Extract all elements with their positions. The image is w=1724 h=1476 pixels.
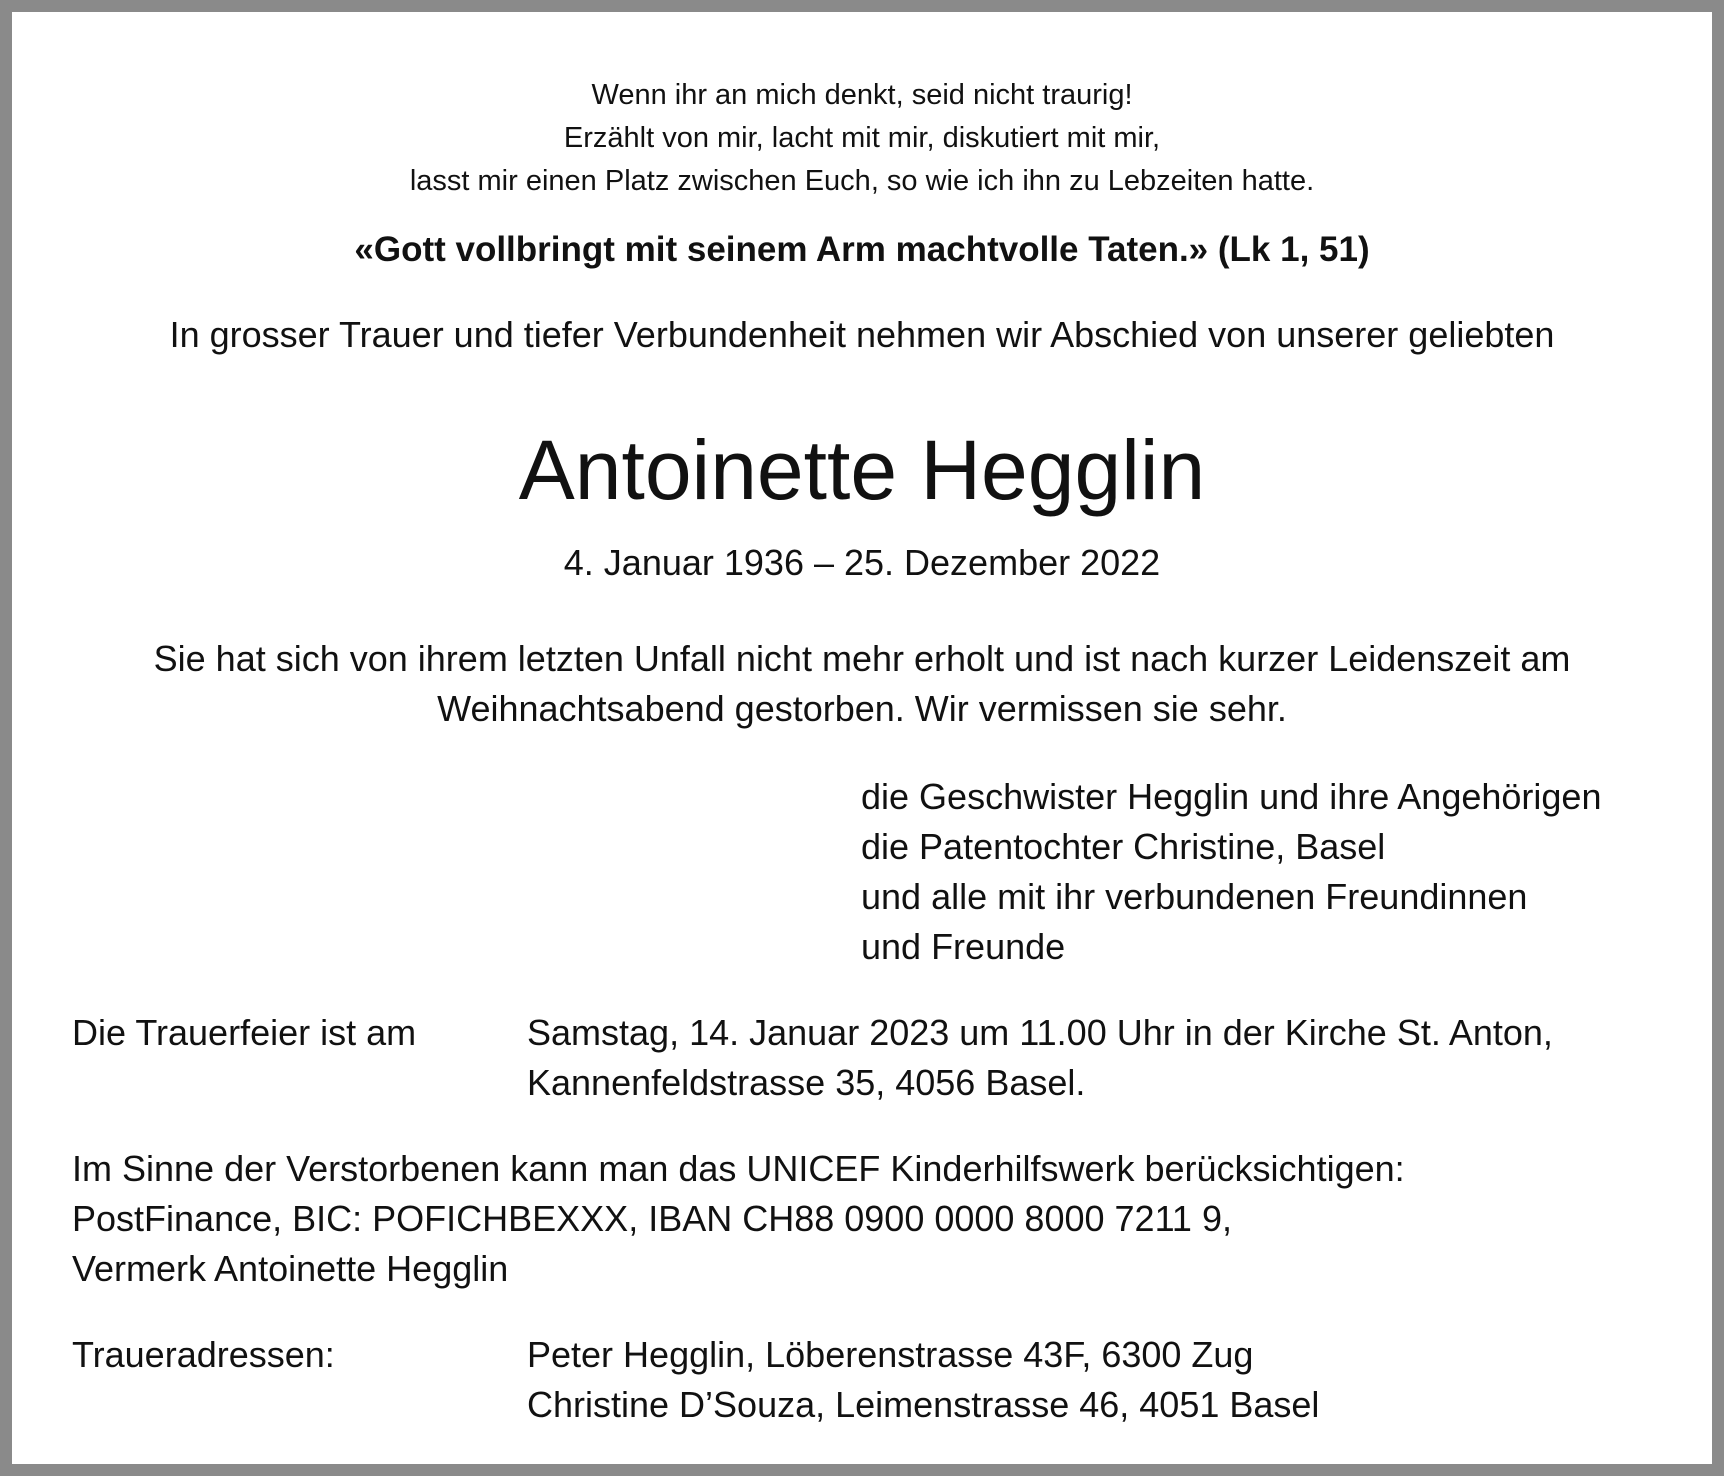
addresses-list (527, 1330, 1319, 1430)
mourner-line: die Patentochter Christine, Basel (861, 826, 1386, 867)
ceremony-label: Die Trauerfeier ist am (72, 1012, 417, 1053)
obituary-notice (12, 12, 1712, 1464)
intro-text: In grosser Trauer und tiefer Verbundenheit nehmen wir Abschied von unserer geliebten (169, 314, 1555, 355)
poem-line: Erzählt von mir, lacht mit mir, diskutiert mit mir, (563, 122, 1161, 154)
address-line: Peter Hegglin, Löberenstrasse 43F, 6300 Zug (527, 1334, 1254, 1375)
ceremony-line: Kannenfeldstrasse 35, 4056 Basel. (527, 1062, 1086, 1103)
message-line: Sie hat sich von ihrem letzten Unfall nicht mehr erholt und ist nach kurzer Leidenszeit am (153, 638, 1571, 679)
poem (12, 74, 1712, 203)
donation-line: PostFinance, BIC: POFICHBEXXX, IBAN CH88 0900 0000 8000 7211 9, (72, 1198, 1232, 1239)
message (12, 634, 1712, 734)
donation-info (72, 1144, 1405, 1294)
addresses-label: Traueradressen: (72, 1334, 335, 1375)
ceremony-details (527, 1008, 1553, 1108)
poem-line: lasst mir einen Platz zwischen Euch, so wie ich ihn zu Lebzeiten hatte. (409, 165, 1315, 197)
bible-quote: «Gott vollbringt mit seinem Arm machtvolle Taten.» (Lk 1, 51) (354, 230, 1370, 269)
address-line: Christine D’Souza, Leimenstrasse 46, 4051 Basel (527, 1384, 1320, 1425)
mourner-line: die Geschwister Hegglin und ihre Angehörigen (861, 776, 1602, 817)
life-dates: 4. Januar 1936 – 25. Dezember 2022 (563, 542, 1161, 583)
deceased-name: Antoinette Hegglin (518, 423, 1206, 517)
message-line: Weihnachtsabend gestorben. Wir vermissen sie sehr. (437, 688, 1287, 729)
mourners-list (861, 772, 1601, 972)
ceremony-line: Samstag, 14. Januar 2023 um 11.00 Uhr in der Kirche St. Anton, (527, 1012, 1553, 1053)
mourner-line: und Freunde (861, 926, 1066, 967)
poem-line: Wenn ihr an mich denkt, seid nicht traurig! (591, 79, 1133, 111)
mourner-line: und alle mit ihr verbundenen Freundinnen (861, 876, 1528, 917)
donation-line: Im Sinne der Verstorbenen kann man das UNICEF Kinderhilfswerk berücksichtigen: (72, 1148, 1405, 1189)
donation-line: Vermerk Antoinette Hegglin (72, 1248, 509, 1289)
